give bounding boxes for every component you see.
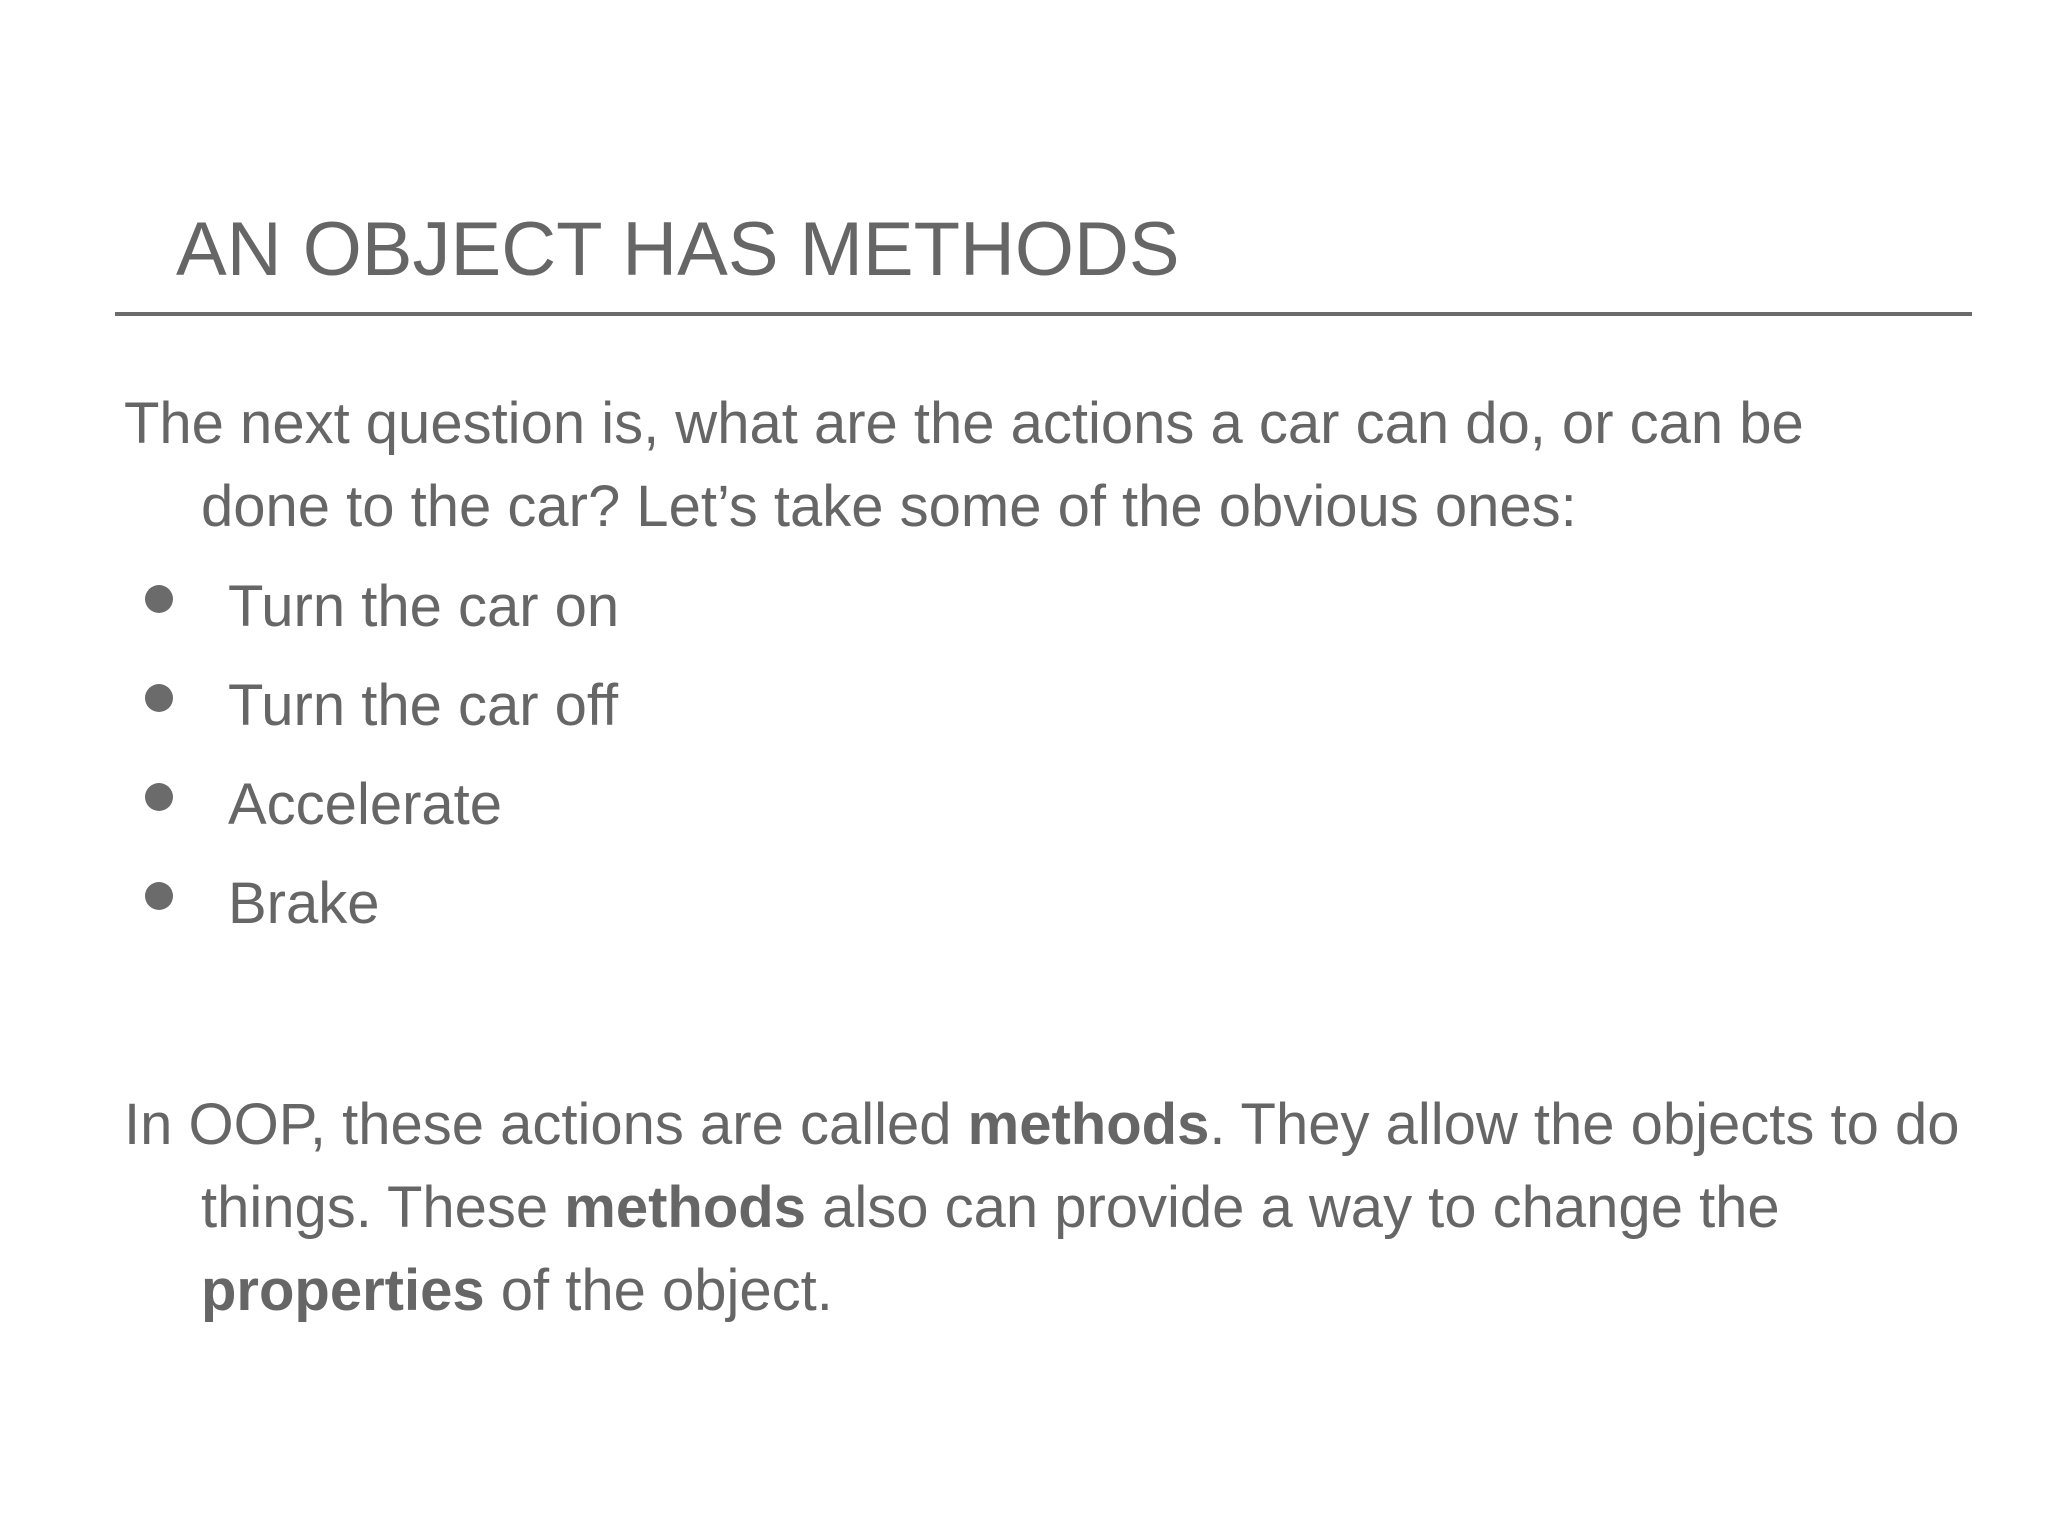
list-item xyxy=(140,763,619,862)
conclusion-text-3: also can provide a way to change the xyxy=(805,1175,1780,1240)
conclusion-bold-methods: methods xyxy=(967,1092,1210,1157)
conclusion-paragraph xyxy=(124,1083,1964,1332)
bullet-icon xyxy=(145,684,173,712)
conclusion-text-1: In OOP, these actions are called xyxy=(124,1092,968,1157)
action-list xyxy=(140,565,619,961)
list-item-text: Turn the car on xyxy=(228,574,620,639)
intro-paragraph xyxy=(124,382,1964,548)
intro-line-1: The next question is, what are the actions a car can do, or can be xyxy=(124,391,1804,456)
list-item xyxy=(140,565,619,664)
intro-line-2: done to the car? Let’s take some of the obvious ones: xyxy=(201,474,1577,539)
bullet-icon xyxy=(145,585,173,613)
title-divider xyxy=(115,312,1972,316)
bullet-icon xyxy=(145,783,173,811)
list-item-text: Brake xyxy=(228,871,380,936)
bullet-icon xyxy=(145,882,173,910)
conclusion-bold-methods-2: methods xyxy=(564,1175,806,1240)
list-item xyxy=(140,862,619,961)
slide-title: AN OBJECT HAS METHODS xyxy=(176,207,1180,292)
conclusion-bold-properties: properties xyxy=(201,1258,485,1323)
list-item-text: Turn the car off xyxy=(228,673,619,738)
conclusion-text-2: . They allow the objects to do things. These xyxy=(201,1092,1960,1240)
conclusion-text-4: of the object. xyxy=(484,1258,833,1323)
list-item xyxy=(140,664,619,763)
list-item-text: Accelerate xyxy=(228,772,503,837)
